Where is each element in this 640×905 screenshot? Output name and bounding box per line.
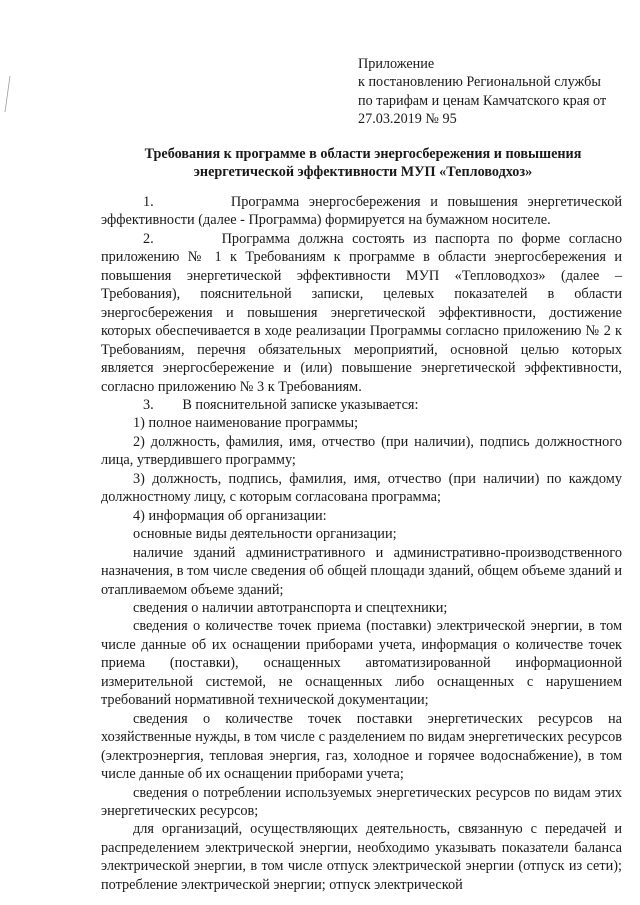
paragraph-item-3: 3. В пояснительной записке указывается: xyxy=(143,396,419,413)
appendix-line: Приложение xyxy=(358,56,435,72)
list-item-1: 1) полное наименование программы; xyxy=(133,415,359,432)
org-info-supply-points: сведения о количестве точек поставки энергетических ресурсов на хозяйственные нужды, в том числе с разделением по видам энергетических ресурсов (электроэнергия, тепловая энергия, газ, холодное и горячее водоснабжение), в том числе данные об их оснащении приборами учета; xyxy=(101,710,622,783)
paragraph-item-2: 2. Программа должна состоять из паспорта по форме согласно приложению № 1 к Требованиям к программе в области энергосбережения и повышения энергетической эффективности МУП «Тепловодхоз» (далее – Требования), пояснительной записки, целевых показателей в области энергосбережения и повышения энергетической эффективности, достижение которых обеспечивается в ходе реализации Программы согласно приложению № 2 к Требованиям, перечня обязательных мероприятий, основной целью которых является энергосбережение и (или) повышение энергетической эффективности, согласно приложению № 3 к Требованиям. xyxy=(101,230,622,395)
appendix-line: 27.03.2019 № 95 xyxy=(358,110,457,127)
org-info-consumption: сведения о потреблении используемых энергетических ресурсов по видам этих энергетических ресурсов; xyxy=(101,784,622,819)
document-title xyxy=(118,146,608,181)
org-info-buildings: наличие зданий административного и административно-производственного назначения, в том числе сведения об общей площади зданий, общем объеме зданий и отапливаемом объеме зданий; xyxy=(101,544,622,598)
document-body xyxy=(101,193,622,894)
org-info-electric-points: сведения о количестве точек приема (поставки) электрической энергии, в том числе данные об их оснащении приборами учета, информация о количестве точек приема (поставки), оснащенных автоматизированной информационной измерительной системой, не оснащенных либо оснащенных с нарушением требований нормативной технической документации; xyxy=(101,618,622,709)
margin-pen-mark xyxy=(2,74,12,114)
paragraph-item-1: 1. Программа энергосбережения и повышения энергетической эффективности (далее - Программа) формируется на бумажном носителе. xyxy=(101,194,622,229)
appendix-header xyxy=(358,55,628,128)
title-line-2: энергетической эффективности МУП «Тепловодхоз» xyxy=(193,163,533,180)
list-item-4: 4) информация об организации: xyxy=(133,507,327,524)
appendix-line: по тарифам и ценам Камчатского края от xyxy=(358,92,607,109)
org-info-transmission: для организаций, осуществляющих деятельность, связанную с передачей и распределением электрической энергии, необходимо указывать показатели баланса электрической энергии, в том числе отпуск электрической энергии (отпуск из сети); потребление электрической энергии; отпуск электрической xyxy=(101,821,622,893)
list-item-2: 2) должность, фамилия, имя, отчество (при наличии), подпись должностного лица, утвердившего программу; xyxy=(101,433,622,469)
list-item-3: 3) должность, подпись, фамилия, имя, отчество (при наличии) по каждому должностному лицу, с которым согласована программа; xyxy=(101,470,622,506)
title-line-1: Требования к программе в области энергосбережения и повышения xyxy=(144,146,582,162)
appendix-line: к постановлению Региональной службы xyxy=(358,74,601,91)
org-info-activities: основные виды деятельности организации; xyxy=(133,526,397,543)
org-info-vehicles: сведения о наличии автотранспорта и спецтехники; xyxy=(133,599,448,616)
